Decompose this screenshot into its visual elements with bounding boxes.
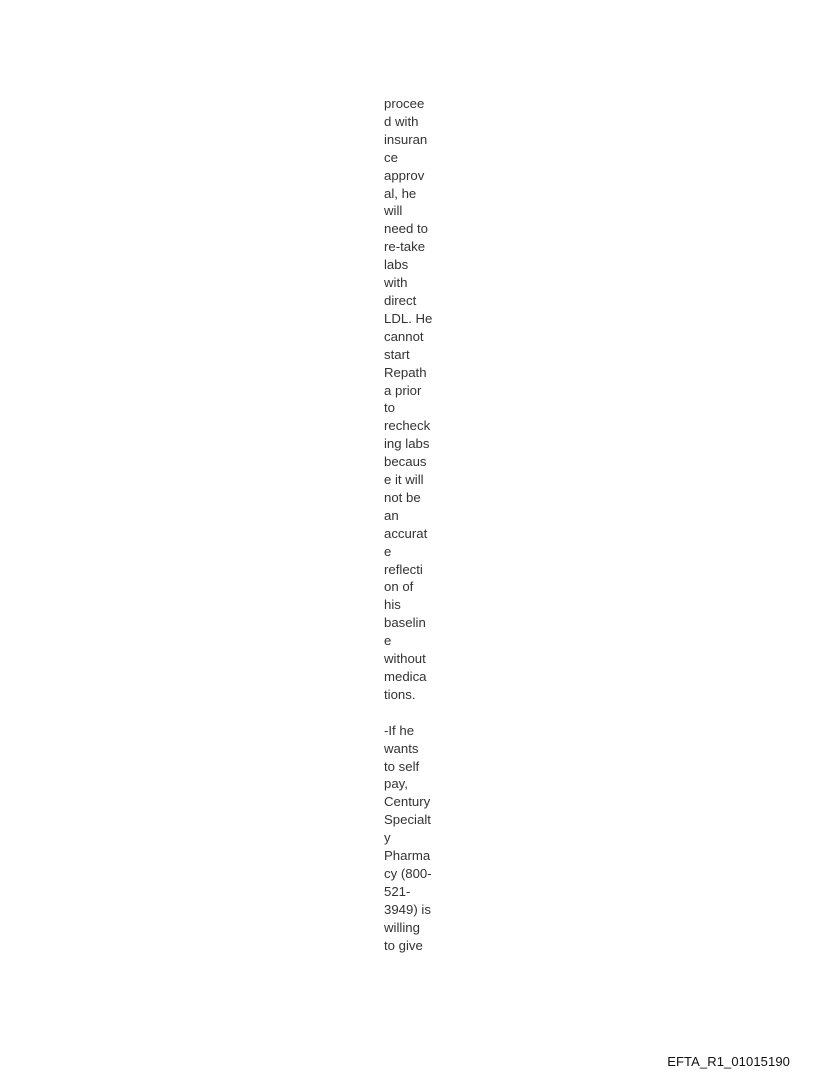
text-line: on of	[384, 579, 414, 595]
text-line: e it will	[384, 472, 424, 488]
text-line: medica	[384, 669, 427, 684]
text-line: not be	[384, 489, 421, 505]
text-line: his	[384, 597, 401, 613]
text-line: a prior	[384, 382, 422, 398]
paragraph-insurance-approval	[384, 95, 440, 704]
text-line: al, he	[384, 185, 417, 201]
text-line: recheck	[384, 418, 431, 434]
text-line: Pharma	[384, 848, 431, 864]
text-line: re-take	[384, 239, 426, 255]
text-line: an	[384, 507, 399, 523]
text-line: 3949) is	[384, 901, 431, 917]
text-line: tions.	[384, 686, 416, 702]
text-line: wants	[384, 740, 419, 756]
text-line: need to	[384, 221, 428, 237]
text-line: Century	[384, 794, 431, 810]
text-line: ing labs	[384, 436, 430, 452]
text-line: approv	[384, 167, 425, 183]
text-line: -If he	[384, 722, 415, 738]
text-line: becaus	[384, 454, 427, 470]
text-line: with	[384, 275, 408, 291]
text-line: LDL. He	[384, 310, 433, 326]
text-line: d with	[384, 113, 419, 129]
text-line: accurat	[384, 525, 428, 541]
paragraph-self-pay	[384, 722, 440, 955]
document-footer-id: EFTA_R1_01015190	[667, 1054, 790, 1069]
text-line: willing	[384, 919, 420, 935]
text-line: e	[384, 633, 392, 649]
text-line: to	[384, 400, 395, 416]
text-line: to self	[384, 758, 420, 774]
text-line: start	[384, 346, 410, 362]
text-line: cy (800-	[384, 865, 432, 881]
text-line: Specialt	[384, 812, 431, 828]
text-line: will	[384, 203, 403, 219]
text-line: without	[384, 651, 426, 667]
text-line: ce	[384, 149, 398, 165]
text-line: procee	[384, 96, 425, 111]
text-line: direct	[384, 292, 417, 308]
text-line: y	[384, 830, 391, 846]
text-line: cannot	[384, 328, 424, 344]
text-line: labs	[384, 257, 409, 273]
text-line: 521-	[384, 883, 411, 899]
paragraph-spacer	[384, 704, 440, 722]
text-line: insuran	[384, 131, 428, 147]
text-column	[384, 95, 440, 954]
text-line: pay,	[384, 776, 408, 792]
text-line: e	[384, 543, 392, 559]
text-line: Repath	[384, 364, 427, 380]
text-line: baselin	[384, 615, 426, 631]
text-line: to give	[384, 937, 423, 953]
text-line: reflecti	[384, 561, 423, 577]
